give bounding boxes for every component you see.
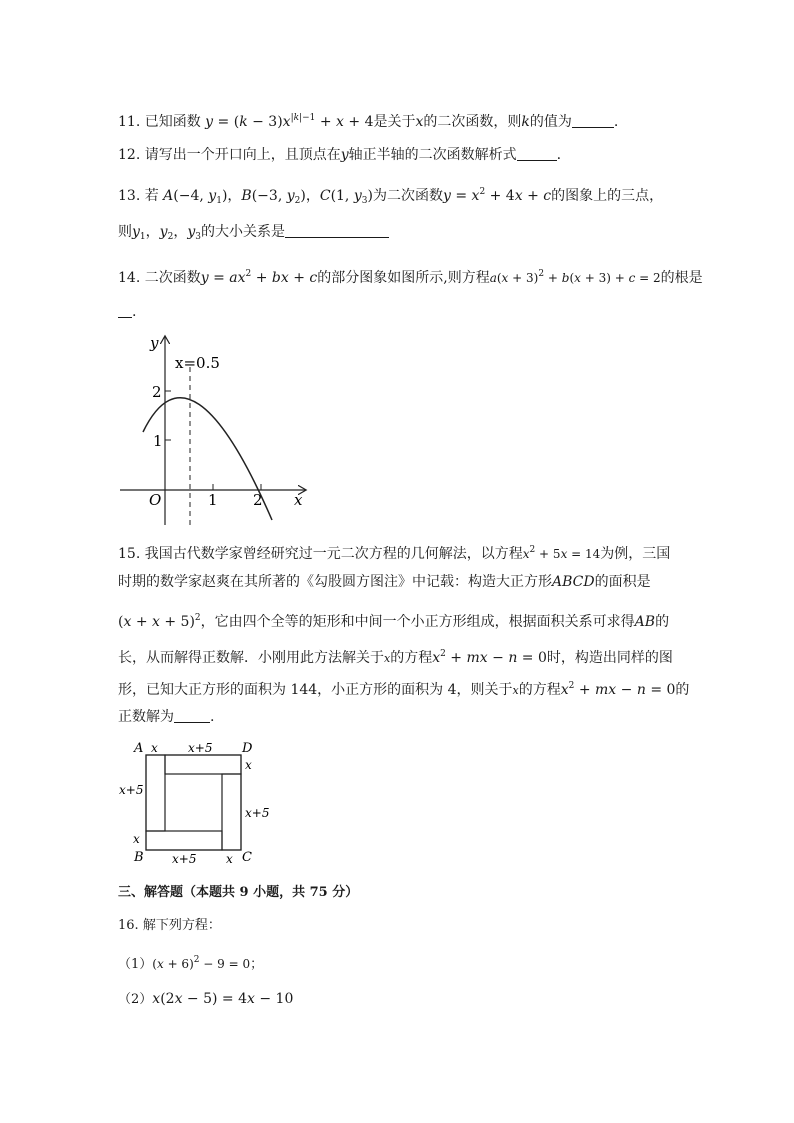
question-text: . [132,304,137,320]
question-number: 12. [118,147,141,163]
question-text: 已知函数 [144,114,201,130]
question-11 [118,109,618,131]
part-label: （2） [118,992,153,1007]
var-x: x [415,114,424,130]
var-y: y [340,147,349,163]
answer-blank[interactable] [285,225,389,238]
question-12 [118,146,561,164]
question-text: 的部分图象如图所示,则方程 [317,270,490,286]
x-tick-label-2: 2 [253,491,263,509]
question-text: 的面积是 [594,574,651,590]
equation: $(x + 6)^2 - 9 = 0$ [152,955,251,971]
y-tick-label-2: 2 [152,383,162,401]
question-number: 14. [118,270,141,286]
question-text: 的方程 [390,650,433,666]
label-right-x5: x+5 [245,806,270,820]
question-text: . [556,147,562,163]
question-text: . [613,114,619,130]
rect-bottom [146,831,222,850]
equation: $a(x + 3)^2 + b(x + 3) + c = 2$ [489,269,661,285]
function-expression: $y = (k - 3)x^{|k|-1} + x + 4$ [205,113,374,130]
x-tick-label-1: 1 [208,491,218,509]
question-text: 的 [675,682,690,698]
part-label: （1） [118,957,153,972]
question-text: 的根是 [660,270,703,286]
question-text: 为例，三国 [600,546,671,562]
question-text: 时期的数学家赵爽在其所著的《勾股圆方图注》中记载：构造大正方形 [118,574,552,590]
question-16-part2 [118,990,293,1009]
question-text: 二次函数 [144,270,201,286]
segment-ab: AB [634,614,656,630]
corner-label-b: B [134,850,144,865]
square-name: ABCD [552,574,595,590]
question-14-line2 [118,303,136,321]
label-left-x5: x+5 [119,783,144,797]
question-16-part1 [118,951,263,974]
outer-square-abcd [146,755,241,850]
question-text: 我国古代数学家曾经研究过一元二次方程的几何解法，以方程 [144,546,523,562]
question-text: 则 [118,224,132,240]
question-text: 的图象上的三点， [551,188,664,204]
equation: $x^2$ + mx − n = 0 [432,649,547,666]
answer-blank[interactable] [118,305,132,318]
function-expression: $y = x^2 + 4x + c$ [442,187,552,204]
question-15 [118,541,670,563]
var-k: k [521,114,530,130]
question-text: 形，已知大正方形的面积为 144，小正方形的面积为 4，则关于 [118,682,513,698]
parabola-graph [115,330,315,530]
question-15-line2 [118,573,651,591]
zhao-shuang-square-figure [115,737,285,867]
symmetry-axis-label: x=0.5 [175,354,220,372]
corner-label-d: D [242,741,253,756]
rect-top [165,755,241,774]
label-left-x: x [133,832,140,846]
question-number: 15. [118,546,141,562]
question-text: 的大小关系是 [200,224,285,240]
point-list: A(−4, $y_1$)，B(−3, $y_2$)，C(1, $y_3$) [163,188,373,206]
area-expression: $(x + x + 5)^2$ [118,613,201,630]
corner-label-c: C [242,850,252,865]
question-text: 长，从而解得正数解．小刚用此方法解关于 [118,650,384,666]
label-top-x5: x+5 [188,741,213,755]
y-axis-label: y [150,334,159,352]
section-heading: 三、解答题（本题共 9 小题，共 75 分） [118,885,359,900]
var-x: x [512,684,519,697]
question-text: ，它由四个全等的矩形和中间一个小正方形组成，根据面积关系可求得 [200,614,635,630]
question-text: ； [250,957,264,972]
question-text: 的 [655,614,670,630]
label-right-x: x [245,758,252,772]
question-number: 11. [118,114,141,130]
rect-left [146,755,165,831]
question-text: 的方程 [518,682,561,698]
equation: $x^2 + 5x = 14$ [522,545,601,561]
answer-blank[interactable] [572,115,614,128]
question-15-line4 [118,645,673,668]
question-15-line5 [118,677,689,700]
question-13-line2 [118,223,389,246]
corner-label-a: A [134,741,144,756]
question-text: 正数解为 [118,709,174,725]
question-text: 是关于 [373,114,416,130]
question-number: 13. [118,188,141,204]
answer-blank[interactable] [174,710,210,723]
rect-right [222,774,241,850]
label-bottom-x: x [226,852,233,866]
question-text: 若 [144,188,159,204]
y-tick-label-1: 1 [153,432,163,450]
equation: $x^2$ + mx − n = 0 [560,681,676,698]
question-text: . [210,709,215,725]
question-15-line3 [118,609,669,631]
question-text: 轴正半轴的二次函数解析式 [348,147,517,163]
answer-blank[interactable] [517,148,557,161]
origin-label: O [149,491,162,509]
question-14 [118,265,703,287]
equation: x(2x − 5) = 4x − 10 [152,991,294,1007]
function-expression: $y = ax^2$ + bx + c [200,269,318,286]
question-text: 时，构造出同样的图 [546,650,673,666]
question-13 [118,183,663,210]
question-15-line6 [118,708,214,726]
label-bottom-x5: x+5 [172,852,197,866]
var-x: x [384,652,391,665]
question-text: 请写出一个开口向上，且顶点在 [144,147,341,163]
question-16 [118,917,221,935]
label-top-x: x [151,741,158,755]
question-text: 的二次函数，则 [423,114,522,130]
x-axis-label: x [294,491,303,509]
var-list: $y_1$，$y_2$，$y_3$ [132,224,201,242]
question-number: 16. [118,918,139,933]
question-text: 的值为 [529,114,572,130]
question-text: 解下列方程： [142,918,221,933]
question-text: 为二次函数 [372,188,443,204]
